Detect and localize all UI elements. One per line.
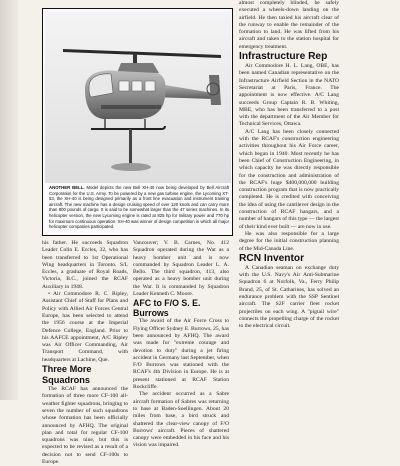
heading-rcn-inventor: RCN Inventor (239, 252, 305, 264)
photo-box (42, 8, 233, 236)
caption-title: ANOTHER BELL. (49, 185, 85, 190)
col1-paragraph-2: • Air Commodore R. C. Ripley, Assistant Chief of Staff for Plans and Policy with Allied Air Forces Central Europe, has been selected to attend the 1956 course at the Imperial Defence College, England. Prior to his AAFCE appointment, A/C Ripley was Air Officer Commanding, Air Transport Command, with headquarters at Lachine, Que. (42, 291, 128, 363)
column-3 (239, 0, 339, 400)
col3-paragraph-1: almost completely blinded, he safely executed a wheels-down landing on the airfield. He then taxied his aircraft clear of the runway to enable the remainder of the formation to land. He was lifted from his aircraft and taken to the station hospital for emergency treatment. (239, 0, 339, 50)
col1-paragraph-1: his father. He succeeds Squadron Leader Colin E. Eccles, 32, who has been transferred to 1st Operational Wing headquarters in Toronto. S/L Eccles, a graduate of Royal Roads, Victoria, B.C., joined the RCAF Auxiliary in 1948. (42, 240, 128, 290)
heading-afc-burrows: AFC to F/O S. E. Burrows (133, 298, 201, 319)
photo-caption (49, 185, 229, 230)
col1-paragraph-3: The RCAF has announced the formation of three more CF-100 all-weather fighter squadrons, bringing to seven the number of such squadrons whose formation has been officially announced by AFHQ. The original plan and total for regular CF-100 squadrons was nine, but this is expected to be revised as a result of a decision not to send CF-100s to Europe. (42, 386, 128, 466)
col2-paragraph-3: The accident occurred as a Sabre aircraft formation of Sabres was returning to base at Baden-Soellingen. About 20 miles from base, a bird struck and shattered the clear-view canopy of F/O Burrows' aircraft. Pieces of shattered canopy were embedded in his face and his vision was impaired. (133, 391, 229, 449)
page-gutter-shadow (0, 0, 18, 400)
col2-paragraph-1: Vancouver; V. B. Carnes, No. 412 Squadron operated during the War as a heavy bomber unit and is now commanded by Squadron Leader L. A. Bello. The third squadron, 413, also operated as a heavy bomber unit during the War. It is commanded by Squadron Leader Kenneth C. Moore. (133, 240, 229, 298)
col2-paragraph-2: The award of the Air Force Cross to Flying Officer Sydney E. Burrows, 25, has been announced by AFHQ. The award was made for "extreme courage and devotion to duty" during a jet firing accident in Germany last September, when F/O Burrows was stationed with the RCAF's 4th Division in Europe. He is at present stationed at RCAF Station Rockcliffe. (133, 318, 229, 391)
heading-infrastructure-rep: Infrastructure Rep (239, 51, 328, 63)
col3-paragraph-3: A/C Lang has been closely connected with the RCAF's construction engineering activities throughout his Air Force career, which began in 1940. Most recently he has been Chief of Construction Engineering, in which capacity he was directly responsible for the construction and administration of the RCAF's huge $400,000,000 building construction program that is now practically completed. He is credited with conceiving the idea of using the cantilever design in the construction of RCAF hangars, and a number of hangars of this type — the largest of their kind ever built — are now in use. (239, 128, 339, 230)
heading-three-more-squadrons: Three More Squadrons (42, 364, 92, 386)
helicopter-photo (45, 11, 231, 183)
column-1 (42, 240, 128, 466)
col3-paragraph-4: He was also responsible for a large degree for the initial construction planning of the Mid-Canada Line. (239, 230, 339, 252)
col3-paragraph-5: A Canadian seaman on exchange duty with the U.S. Navy's Air Anti-Submarine Squadron 6 at Norfolk, Va., Ferry Philip Brand, 25, of St. Catharines, has solved an endurance problem with the SSP Sentinel aircraft. The S2F carrier fleet rocket projectiles on each wing. A "pigtail wire" connects the propelling charge of the rocket to the electrical circuit. (239, 264, 339, 330)
caption-body: Model depicts the new Bell XH-40 now being developed by Bell Aircraft Corporation for the U.S. Army. To be powered by a new gas turbine engine, the Lycoming XT-53, the XH-40 is being designed primarily as a front line evacuation and instrument training aircraft. The new machine has a design cruising speed of over 120 knots and can carry more than 800 pounds of cargo. It is said to be somewhat larger than the 47 series machines. In its helicopter version, the new Lycoming engine is rated at 825 hp for military power and 770 hp for maximum continuous operation. XH-40 was winner of design competition in which all major helicopter companies participated. (49, 185, 229, 230)
column-2 (133, 240, 229, 449)
col3-paragraph-2: Air Commodore H. L. Lang, OBE, has been named Canadian representative on the Infrastructure Airfield Section in the NATO Secretariat at Paris, France. The appointment is now effective. A/C Lang succeeds Group Captain R. B. Whiting, MBE, who has been transferred to a post with the department of the Air Member for Technical Services, Ottawa. (239, 63, 339, 128)
